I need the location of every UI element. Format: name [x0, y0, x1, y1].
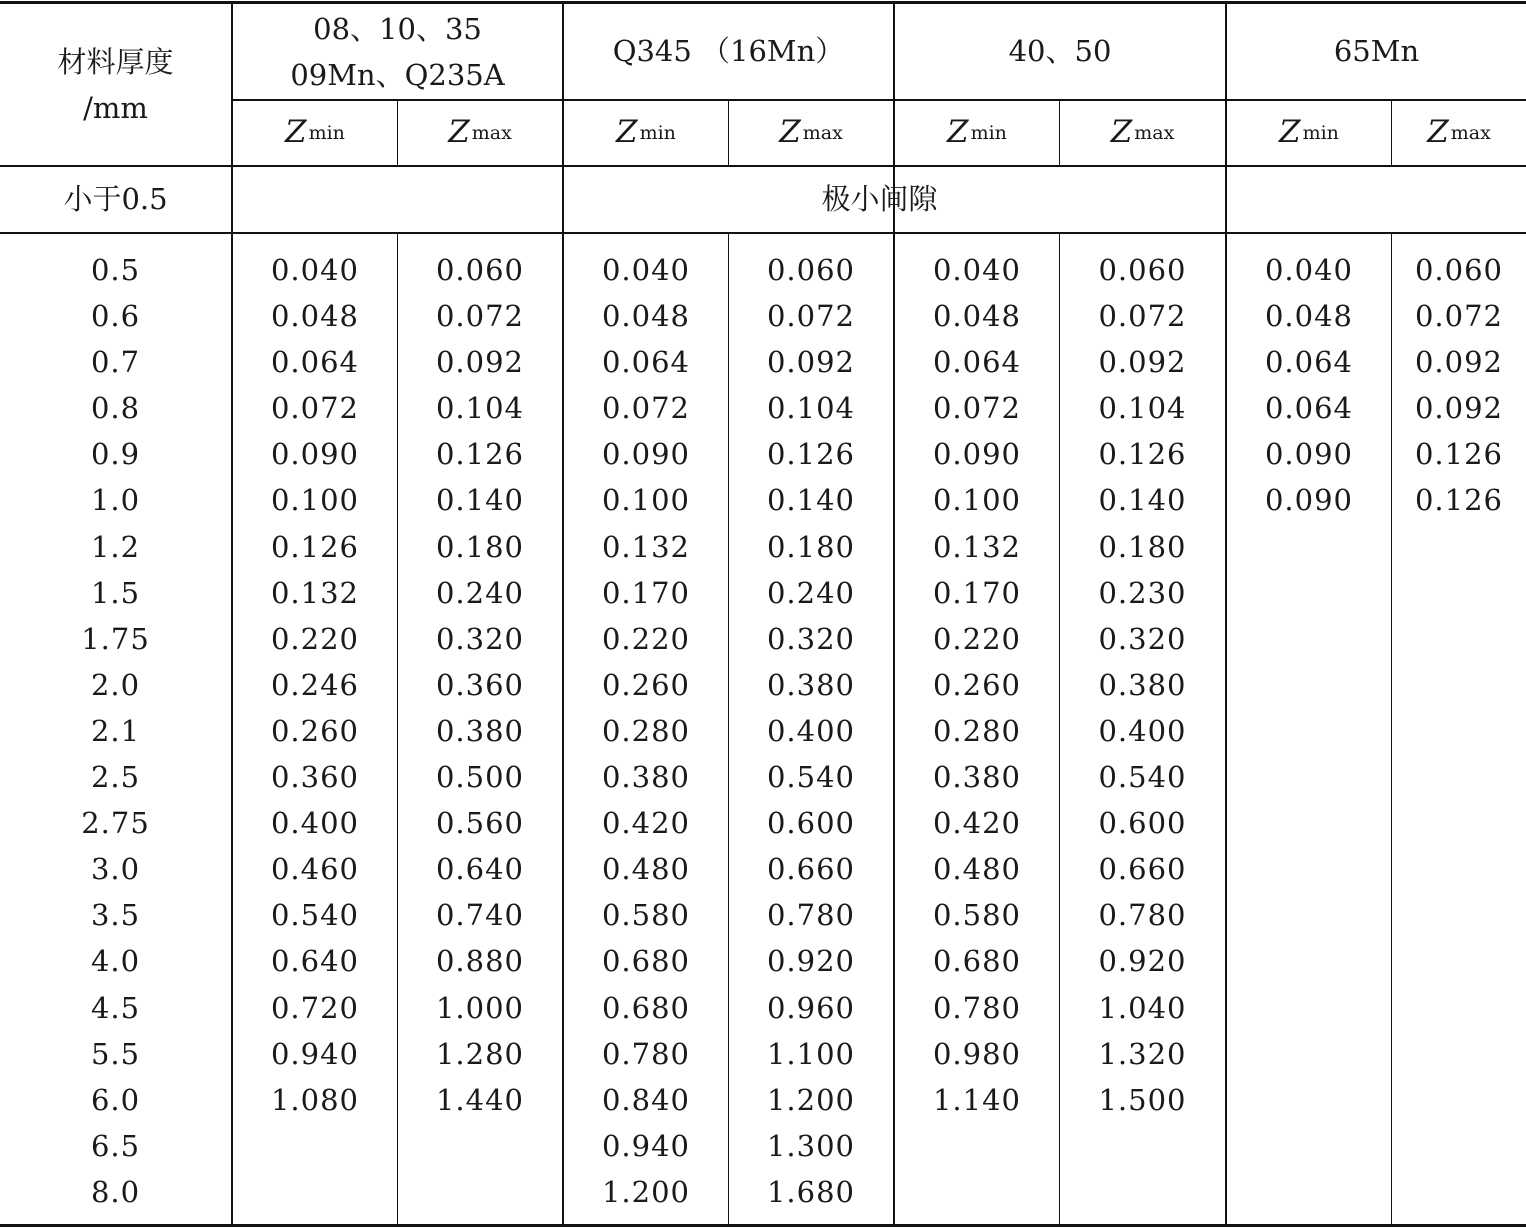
- clearance-value: 0.072: [601, 391, 691, 426]
- clearance-value: 0.064: [1264, 345, 1354, 380]
- clearance-value: 0.280: [601, 713, 691, 748]
- clearance-value: 0.064: [932, 345, 1022, 380]
- thickness-value: 6.5: [90, 1128, 141, 1163]
- material-group-line1: 65Mn: [1333, 34, 1420, 69]
- clearance-value: 0.072: [270, 391, 360, 426]
- clearance-value: 0.480: [601, 852, 691, 887]
- thickness-value: 0.6: [90, 299, 141, 334]
- clearance-value: 0.064: [601, 345, 691, 380]
- special-row-rule: [0, 232, 1526, 234]
- clearance-value: 0.220: [270, 621, 360, 656]
- clearance-value: 0.092: [1414, 391, 1504, 426]
- group3-zmin-column: [895, 247, 1059, 1123]
- clearance-value: 0.380: [1098, 667, 1187, 702]
- clearance-value: 0.140: [1098, 483, 1187, 518]
- thickness-header: [0, 4, 231, 165]
- clearance-value: 0.380: [601, 760, 691, 795]
- clearance-value: 0.640: [435, 852, 525, 887]
- clearance-value: 0.090: [1264, 483, 1354, 518]
- clearance-value: 0.132: [601, 529, 691, 564]
- thickness-value: 5.5: [90, 1036, 141, 1071]
- clearance-value: 1.000: [435, 990, 525, 1025]
- group4-zmax-column: [1392, 247, 1526, 524]
- clearance-value: 0.126: [1414, 437, 1504, 472]
- clearance-value: 0.920: [1098, 944, 1187, 979]
- thickness-value: 0.9: [90, 437, 141, 472]
- clearance-value: 0.100: [270, 483, 360, 518]
- clearance-value: 0.380: [932, 760, 1022, 795]
- clearance-value: 0.132: [932, 529, 1022, 564]
- thickness-value: 3.0: [90, 852, 141, 887]
- zmin-header: Z min: [616, 114, 676, 151]
- clearance-value: 0.780: [1098, 898, 1187, 933]
- clearance-value: 0.400: [766, 713, 856, 748]
- clearance-value: 0.360: [435, 667, 525, 702]
- clearance-value: 0.126: [766, 437, 856, 472]
- clearance-value: 0.480: [932, 852, 1022, 887]
- clearance-value: 0.064: [1264, 391, 1354, 426]
- clearance-value: 1.140: [932, 1082, 1022, 1117]
- thickness-value: 2.5: [90, 760, 141, 795]
- clearance-value: 0.092: [1098, 345, 1187, 380]
- material-group-header: [895, 4, 1225, 99]
- clearance-value: 0.460: [270, 852, 360, 887]
- clearance-value: 0.780: [766, 898, 856, 933]
- clearance-value: 1.280: [435, 1036, 525, 1071]
- clearance-value: 0.048: [601, 299, 691, 334]
- clearance-value: 0.170: [601, 575, 691, 610]
- clearance-value: 0.220: [601, 621, 691, 656]
- material-group-line1: Q345 （16Mn）: [612, 34, 845, 69]
- clearance-value: 0.260: [932, 667, 1022, 702]
- clearance-value: 0.060: [1098, 253, 1187, 287]
- clearance-value: 0.380: [766, 667, 856, 702]
- table-bottom-rule: [0, 1224, 1526, 1227]
- clearance-value: 0.540: [270, 898, 360, 933]
- clearance-value: 0.880: [435, 944, 525, 979]
- clearance-value: 0.240: [766, 575, 856, 610]
- clearance-value: 0.092: [766, 345, 856, 380]
- clearance-value: 0.940: [270, 1036, 360, 1071]
- thickness-value: 0.8: [90, 391, 141, 426]
- clearance-value: 1.200: [766, 1082, 856, 1117]
- thickness-value: 2.0: [90, 667, 141, 702]
- clearance-value: 0.090: [1264, 437, 1354, 472]
- clearance-value: 0.380: [435, 713, 525, 748]
- clearance-value: 0.090: [270, 437, 360, 472]
- clearance-value: 0.580: [932, 898, 1022, 933]
- clearance-value: 0.580: [601, 898, 691, 933]
- thickness-value: 2.75: [81, 806, 150, 841]
- clearance-value: 0.072: [435, 299, 525, 334]
- clearance-value: 0.260: [270, 713, 360, 748]
- clearance-value: 0.180: [1098, 529, 1187, 564]
- zmax-header: Z max: [1110, 114, 1175, 151]
- clearance-value: 0.840: [601, 1082, 691, 1117]
- clearance-value: 0.126: [270, 529, 360, 564]
- clearance-value: 0.540: [766, 760, 856, 795]
- clearance-value: 0.980: [932, 1036, 1022, 1071]
- clearance-value: 0.360: [270, 760, 360, 795]
- clearance-value: 0.960: [766, 990, 856, 1025]
- clearance-value: 0.720: [270, 990, 360, 1025]
- clearance-value: 0.320: [435, 621, 525, 656]
- material-group-header: [1227, 4, 1526, 99]
- material-group-header: [233, 4, 562, 99]
- clearance-value: 0.048: [932, 299, 1022, 334]
- clearance-value: 0.140: [766, 483, 856, 518]
- clearance-value: 0.090: [601, 437, 691, 472]
- thickness-value: 1.75: [81, 621, 150, 656]
- clearance-value: 0.060: [766, 253, 856, 287]
- clearance-value: 0.040: [932, 253, 1022, 287]
- clearance-value: 0.092: [1414, 345, 1504, 380]
- group3-zmax-column: [1060, 247, 1225, 1123]
- material-group-line2: 09Mn、Q235A: [290, 57, 505, 92]
- thickness-value: 0.7: [90, 345, 141, 380]
- clearance-value: 1.440: [435, 1082, 525, 1117]
- clearance-value: 0.100: [932, 483, 1022, 518]
- thickness-value: 1.5: [90, 575, 141, 610]
- zmin-header: Z min: [1279, 114, 1339, 151]
- clearance-value: 0.090: [932, 437, 1022, 472]
- clearance-value: 0.104: [1098, 391, 1187, 426]
- clearance-value: 0.140: [435, 483, 525, 518]
- clearance-value: 0.780: [932, 990, 1022, 1025]
- material-group-line1: 08、10、35: [313, 11, 482, 46]
- clearance-value: 0.240: [435, 575, 525, 610]
- clearance-value: 0.260: [601, 667, 691, 702]
- clearance-value: 0.560: [435, 806, 525, 841]
- special-row-note: 极小间隙: [821, 182, 938, 217]
- special-row-thickness: 小于0.5: [63, 182, 168, 217]
- thickness-value: 4.5: [90, 990, 141, 1025]
- group1-zmin-column: [233, 247, 397, 1123]
- clearance-value: 0.072: [1414, 299, 1504, 334]
- clearance-value: 1.100: [766, 1036, 856, 1071]
- clearance-value: 0.246: [270, 667, 360, 702]
- clearance-value: 1.300: [766, 1128, 856, 1163]
- clearance-value: 0.680: [932, 944, 1022, 979]
- clearance-value: 0.060: [435, 253, 525, 287]
- clearance-value: 0.060: [1414, 253, 1504, 287]
- zmax-header: Z max: [779, 114, 843, 151]
- clearance-value: 0.780: [601, 1036, 691, 1071]
- zmin-header: Z min: [947, 114, 1007, 151]
- clearance-value: 0.072: [932, 391, 1022, 426]
- thickness-value: 0.5: [90, 253, 141, 287]
- clearance-value: 0.132: [270, 575, 360, 610]
- clearance-value: 0.220: [932, 621, 1022, 656]
- clearance-value: 0.680: [601, 990, 691, 1025]
- clearance-value: 0.072: [1098, 299, 1187, 334]
- clearance-value: 0.072: [766, 299, 856, 334]
- clearance-value: 0.920: [766, 944, 856, 979]
- zmax-header: Z max: [448, 114, 512, 151]
- clearance-value: 0.660: [766, 852, 856, 887]
- thickness-value: 1.0: [90, 483, 141, 518]
- clearance-value: 0.126: [1098, 437, 1187, 472]
- clearance-value: 0.104: [766, 391, 856, 426]
- thickness-header-unit: /mm: [83, 90, 148, 125]
- clearance-value: 0.540: [1098, 760, 1187, 795]
- clearance-value: 1.680: [766, 1174, 856, 1209]
- clearance-value: 0.940: [601, 1128, 691, 1163]
- group2-zmin-column: [564, 247, 728, 1215]
- clearance-value: 0.104: [435, 391, 525, 426]
- zmax-header: Z max: [1427, 114, 1491, 151]
- clearance-value: 0.100: [601, 483, 691, 518]
- clearance-value: 1.200: [601, 1174, 691, 1209]
- thickness-column: [0, 247, 231, 1215]
- clearance-value: 0.500: [435, 760, 525, 795]
- group2-zmax-column: [729, 247, 893, 1215]
- clearance-value: 0.600: [1098, 806, 1187, 841]
- clearance-value: 0.170: [932, 575, 1022, 610]
- thickness-value: 4.0: [90, 944, 141, 979]
- clearance-value: 0.600: [766, 806, 856, 841]
- clearance-value: 1.040: [1098, 990, 1187, 1025]
- thickness-value: 8.0: [90, 1174, 141, 1209]
- clearance-value: 0.280: [932, 713, 1022, 748]
- clearance-value: 0.320: [1098, 621, 1187, 656]
- clearance-value: 0.420: [601, 806, 691, 841]
- clearance-value: 0.040: [1264, 253, 1354, 287]
- clearance-value: 0.126: [435, 437, 525, 472]
- clearance-value: 0.640: [270, 944, 360, 979]
- clearance-value: 0.180: [766, 529, 856, 564]
- clearance-value: 0.048: [270, 299, 360, 334]
- clearance-value: 1.320: [1098, 1036, 1187, 1071]
- group4-zmin-column: [1227, 247, 1391, 524]
- thickness-header-label: 材料厚度: [57, 44, 174, 79]
- clearance-value: 0.660: [1098, 852, 1187, 887]
- thickness-value: 1.2: [90, 529, 141, 564]
- clearance-value: 0.740: [435, 898, 525, 933]
- clearance-value: 0.420: [932, 806, 1022, 841]
- zmin-header: Z min: [285, 114, 345, 151]
- material-group-header: [564, 4, 893, 99]
- clearance-value: 0.400: [270, 806, 360, 841]
- group1-zmax-column: [398, 247, 562, 1123]
- clearance-value: 0.320: [766, 621, 856, 656]
- clearance-value: 0.040: [601, 253, 691, 287]
- clearance-value: 0.400: [1098, 713, 1187, 748]
- thickness-value: 2.1: [90, 713, 141, 748]
- clearance-value: 0.092: [435, 345, 525, 380]
- thickness-value: 6.0: [90, 1082, 141, 1117]
- clearance-value: 1.500: [1098, 1082, 1187, 1117]
- clearance-value: 0.230: [1098, 575, 1187, 610]
- thickness-value: 3.5: [90, 898, 141, 933]
- clearance-value: 0.048: [1264, 299, 1354, 334]
- clearance-value: 0.680: [601, 944, 691, 979]
- clearance-value: 1.080: [270, 1082, 360, 1117]
- clearance-value: 0.040: [270, 253, 360, 287]
- clearance-value: 0.064: [270, 345, 360, 380]
- material-group-line1: 40、50: [1008, 34, 1112, 69]
- clearance-value: 0.180: [435, 529, 525, 564]
- clearance-value: 0.126: [1414, 483, 1504, 518]
